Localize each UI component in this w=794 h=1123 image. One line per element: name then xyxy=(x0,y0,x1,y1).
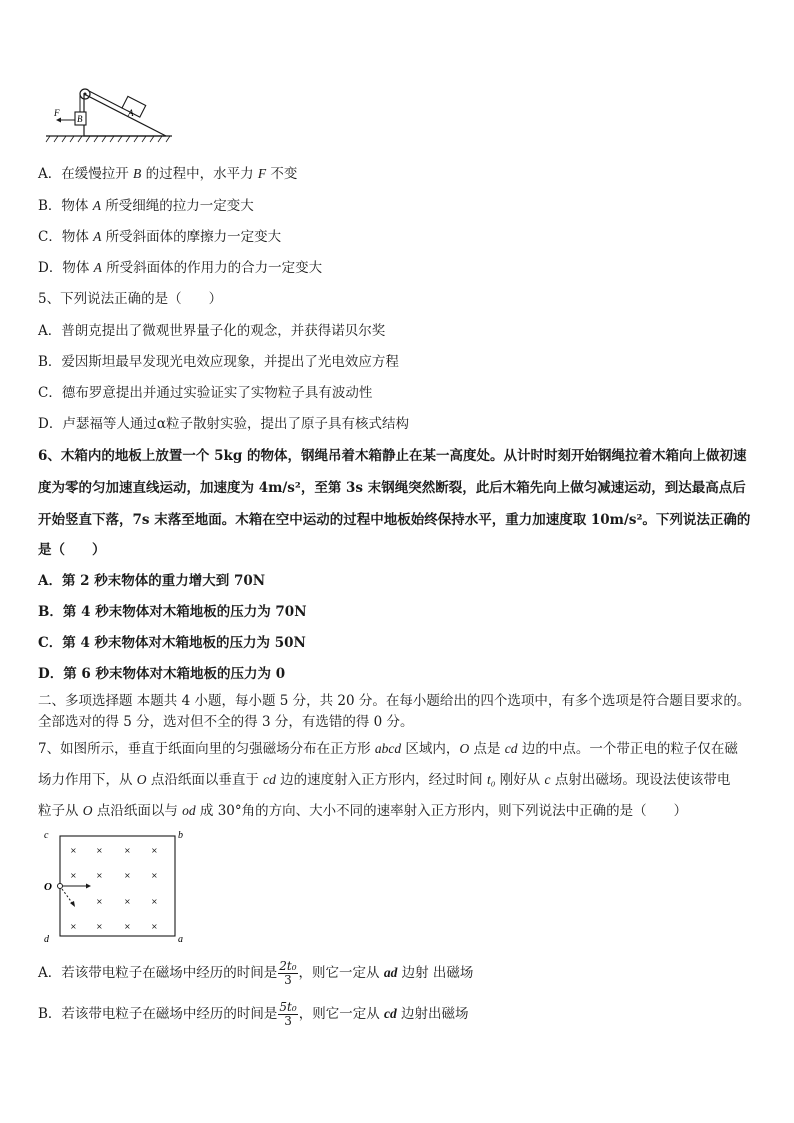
incline-pulley-figure xyxy=(44,86,174,144)
q7-option-b: B．若该带电粒子在磁场中经历的时间是 $\frac{\text{5t₀}}{3}$ ，则它一定从 cd 边射出磁场 xyxy=(38,1000,469,1028)
q7-stem-line-1: 7、如图所示，垂直于纸面向里的匀强磁场分布在正方形 abcd 区域内，O 点是 cd 边的中点。一个带正电的粒子仅在磁 xyxy=(38,741,738,757)
svg-text:×: × xyxy=(124,897,131,906)
q4-option-d: D．物体 A 所受斜面体的作用力的合力一定变大 xyxy=(38,260,323,276)
q5-stem: 5、下列说法正确的是（ ） xyxy=(38,291,223,307)
q7-option-a: A．若该带电粒子在磁场中经历的时间是 $\frac{\text{2t₀}}{3}$ ，则它一定从 ad 边射 出磁场 xyxy=(38,959,474,987)
svg-text:×: × xyxy=(151,846,158,855)
svg-text:×: × xyxy=(70,846,77,855)
svg-text:×: × xyxy=(124,871,131,880)
magnetic-field-square-figure xyxy=(40,826,190,946)
q6-stem-line-1: 6、木箱内的地板上放置一个 5kg 的物体，钢绳吊着木箱静止在某一高度处。从计时时刻开始钢绳拉着木箱向上做初速 xyxy=(38,448,747,464)
svg-text:×: × xyxy=(96,871,103,880)
label-corner-b: b xyxy=(178,830,183,841)
label-corner-c: c xyxy=(44,830,49,841)
q6-option-b: B．第 4 秒末物体对木箱地板的压力为 70N xyxy=(38,604,307,620)
svg-text:×: × xyxy=(70,922,77,931)
q6-stem-line-3: 开始竖直下落，7s 末落至地面。木箱在空中运动的过程中地板始终保持水平，重力加速度取 10m/s²。下列说法正确的 xyxy=(38,512,751,528)
q6-stem-line-4: 是（ ） xyxy=(38,542,106,558)
q6-option-d: D．第 6 秒末物体对木箱地板的压力为 0 xyxy=(38,666,286,682)
section-2-heading-line-1: 二、多项选择题 本题共 4 小题，每小题 5 分，共 20 分。在每小题给出的四个选项中，有多个选项是符合题目要求的。 xyxy=(38,693,751,709)
q6-option-a: A．第 2 秒末物体的重力增大到 70N xyxy=(38,573,266,589)
label-block-a: A xyxy=(128,108,134,118)
q5-option-d: D．卢瑟福等人通过α粒子散射实验，提出了原子具有核式结构 xyxy=(38,416,409,432)
q4-option-c: C．物体 A 所受斜面体的摩擦力一定变大 xyxy=(38,229,282,245)
svg-text:×: × xyxy=(70,871,77,880)
label-block-b: B xyxy=(77,114,83,124)
svg-text:×: × xyxy=(151,897,158,906)
svg-text:×: × xyxy=(124,846,131,855)
label-force-f: F xyxy=(54,108,60,118)
q6-option-c: C．第 4 秒末物体对木箱地板的压力为 50N xyxy=(38,635,306,651)
svg-text:×: × xyxy=(96,897,103,906)
fraction-2t0-over-3: $\frac{\text{2t₀}}{3}$ xyxy=(279,959,297,987)
q6-stem-line-2: 度为零的匀加速直线运动，加速度为 4m/s²，至第 3s 末钢绳突然断裂，此后木箱先向上做匀减速运动，到达最高点后 xyxy=(38,480,746,496)
svg-text:×: × xyxy=(151,922,158,931)
svg-text:×: × xyxy=(151,871,158,880)
svg-text:×: × xyxy=(96,922,103,931)
q4-option-a: A．在缓慢拉开 B 的过程中，水平力 F 不变 xyxy=(38,166,298,182)
label-point-o: O xyxy=(44,881,52,893)
q5-option-a: A．普朗克提出了微观世界量子化的观念，并获得诺贝尔奖 xyxy=(38,323,386,339)
label-corner-d: d xyxy=(44,934,49,945)
q5-option-b: B．爱因斯坦最早发现光电效应现象，并提出了光电效应方程 xyxy=(38,354,399,370)
svg-text:×: × xyxy=(96,846,103,855)
svg-text:×: × xyxy=(124,922,131,931)
fraction-5t0-over-3: $\frac{\text{5t₀}}{3}$ xyxy=(279,1000,297,1028)
q5-option-c: C．德布罗意提出并通过实验证实了实物粒子具有波动性 xyxy=(38,385,373,401)
label-corner-a: a xyxy=(178,934,183,945)
q7-stem-line-3: 粒子从 O 点沿纸面以与 od 成 30°角的方向、大小不同的速率射入正方形内，则下列说法中正确的是（ ） xyxy=(38,803,688,819)
section-2-heading-line-2: 全部选对的得 5 分，选对但不全的得 3 分，有选错的得 0 分。 xyxy=(38,714,414,730)
q4-option-b: B．物体 A 所受细绳的拉力一定变大 xyxy=(38,198,254,214)
q7-stem-line-2: 场力作用下，从 O 点沿纸面以垂直于 cd 边的速度射入正方形内，经过时间 t₀ 刚好从 c 点射出磁场。现设法使该带电 xyxy=(38,772,731,788)
